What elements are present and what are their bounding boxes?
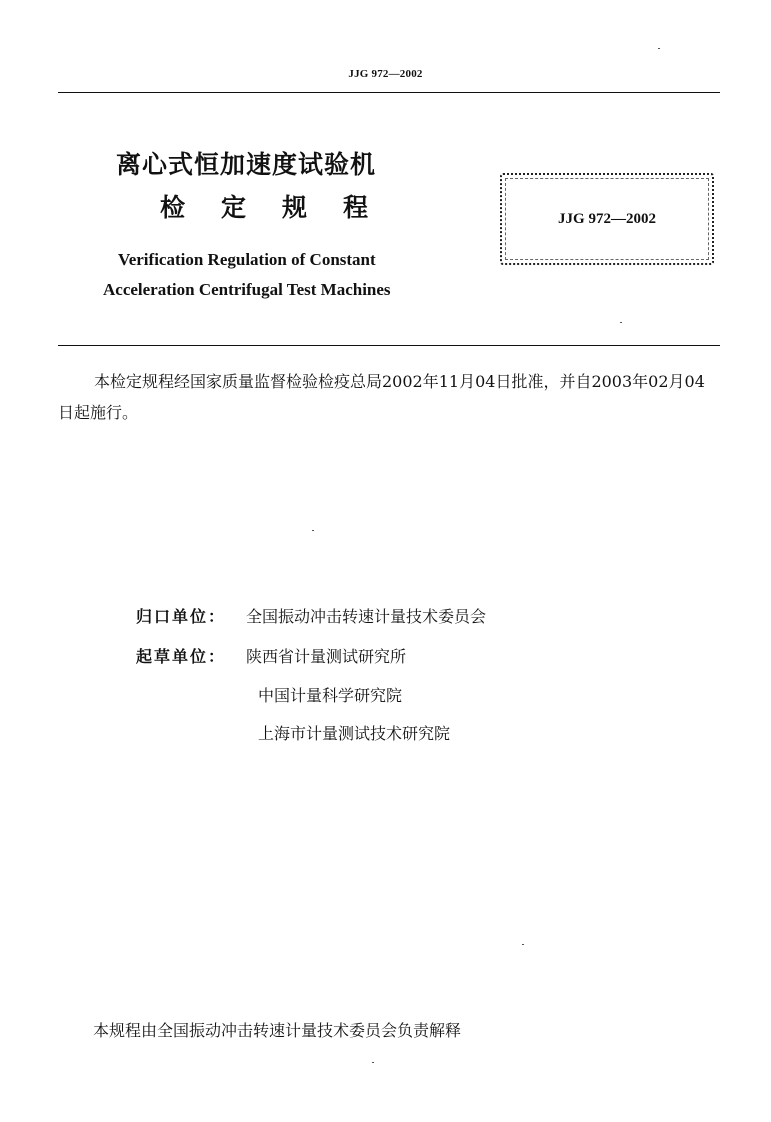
regulation-code-box — [500, 173, 714, 265]
drafting-unit-value-2: 中国计量科学研究院 — [258, 686, 403, 705]
title-english-line1: Verification Regulation of Constant — [118, 250, 376, 269]
responsible-unit-row — [136, 605, 486, 629]
section-divider — [58, 345, 720, 346]
drafting-unit-value-3: 上海市计量测试技术研究院 — [258, 724, 451, 743]
responsible-unit-label: 归口单位： — [136, 607, 227, 626]
scan-speck — [312, 530, 314, 531]
drafting-unit-value-1: 陕西省计量测试研究所 — [246, 647, 407, 666]
drafting-unit-row — [136, 645, 406, 669]
scan-speck — [372, 1062, 374, 1063]
title-chinese-line2: 检定规程 — [160, 193, 405, 222]
scan-speck — [522, 944, 524, 945]
title-chinese-line1: 离心式恒加速度试验机 — [116, 150, 377, 179]
interpretation-note: 本规程由全国振动冲击转速计量技术委员会负责解释 — [93, 1021, 462, 1040]
header-divider — [58, 92, 720, 93]
responsible-unit-value: 全国振动冲击转速计量技术委员会 — [246, 607, 487, 626]
title-english-line2: Acceleration Centrifugal Test Machines — [103, 280, 391, 299]
approval-statement: 本检定规程经国家质量监督检验检疫总局2002年11月04日批准，并自2003年02月04日起施行。 — [58, 372, 705, 422]
drafting-unit-label: 起草单位： — [136, 647, 227, 666]
scan-speck — [620, 322, 622, 323]
scan-speck — [658, 48, 660, 49]
header-code: JJG 972—2002 — [348, 68, 423, 80]
regulation-code: JJG 972—2002 — [558, 210, 656, 227]
